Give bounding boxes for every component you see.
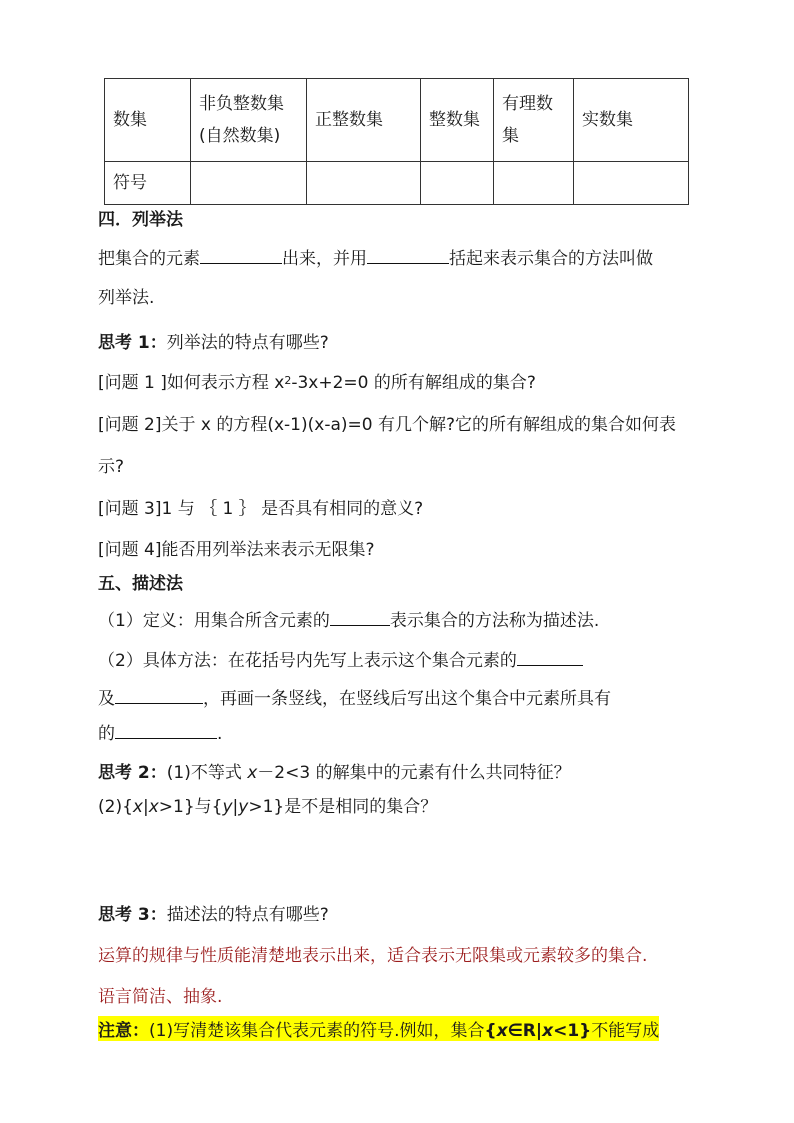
table-cell: 实数集 [574,79,689,162]
think2-line1 [98,758,571,783]
section5-title: 五、描述法 [98,574,183,594]
math-var: x [148,797,159,817]
text: 表示集合的方法称为描述法. [389,611,600,631]
text: 的 [98,724,115,744]
text: (1)写清楚该集合代表元素的符号.例如，集合 [149,1021,485,1041]
text: （1）定义：用集合所含元素的 [98,611,330,631]
fill-blank [367,245,449,264]
table-cell-empty [574,162,689,205]
table-row [105,162,689,205]
question-2-line1: [问题 2]关于 x 的方程(x-1)(x-a)=0 有几个解?它的所有解组成的集合如何表 [98,415,676,435]
section4-title: 四．列举法 [98,210,183,230]
table-cell: 数集 [105,79,191,162]
section5-method-line2 [98,684,611,709]
math-var: y [238,797,249,817]
fill-blank [330,607,390,626]
table-cell-empty [494,162,574,205]
text: 括起来表示集合的方法叫做 [449,249,653,269]
table-cell: 有理数集 [494,79,574,162]
section5-method [98,646,583,671]
fill-blank [115,685,203,704]
table-cell-empty [307,162,421,205]
text: -3x+2=0 的所有解组成的集合? [291,373,536,393]
text: (2){ [98,797,133,817]
math-text: ∈R| [507,1021,543,1041]
text: [问题 1 ]如何表示方程 x [98,373,285,393]
table-cell-empty [421,162,494,205]
math-text: { [484,1021,497,1041]
superscript: 2 [284,374,292,387]
text: 把集合的元素 [98,249,200,269]
think-text: 列举法的特点有哪些? [166,333,329,353]
think3 [98,900,329,925]
think-label: 思考 3： [98,905,167,925]
question-2-line2: 示? [98,457,125,477]
question-1 [98,368,536,393]
question-4: [问题 4]能否用列举法来表示无限集? [98,540,375,560]
table-cell-empty [191,162,307,205]
think2-line2 [98,792,437,817]
text: 及 [98,689,115,709]
note-highlight [98,1016,659,1041]
text: | [142,797,149,817]
section5-definition [98,606,599,631]
table-cell: 整数集 [421,79,494,162]
text: (1)不等式 [166,763,248,783]
think-label: 思考 2： [98,763,167,783]
question-3: [问题 3]1 与 ｛ 1 ｝ 是否具有相同的意义? [98,499,424,519]
text: >1}与{ [158,797,223,817]
text: ，再画一条竖线，在竖线后写出这个集合中元素所具有 [203,689,611,709]
section4-paragraph-end: 列举法. [98,288,155,308]
note-label: 注意： [98,1021,149,1041]
think-text: 描述法的特点有哪些? [166,905,329,925]
fill-blank [517,647,583,666]
number-sets-table [104,78,689,205]
fill-blank [115,720,217,739]
table-header-row [105,79,689,162]
text: 出来，并用 [282,249,367,269]
think-label: 思考 1： [98,333,167,353]
text: 不能写成 [591,1021,660,1041]
text: （2）具体方法：在花括号内先写上表示这个集合元素的 [98,651,517,671]
math-var: y [222,797,233,817]
think1 [98,328,329,353]
think3-answer-2: 语言简洁、抽象. [98,987,223,1007]
table-cell: 正整数集 [307,79,421,162]
math-var: x [496,1021,508,1041]
section4-paragraph [98,244,653,269]
text: . [217,724,223,744]
math-var: x [247,763,258,783]
math-var: x [542,1021,554,1041]
math-var: x [132,797,143,817]
section5-method-line3 [98,719,222,744]
math-text: <1} [553,1021,592,1041]
text: 是不是相同的集合？ [284,797,438,817]
table-cell: 非负整数集(自然数集) [191,79,307,162]
text: －2<3 的解集中的元素有什么共同特征？ [257,763,571,783]
text: >1} [248,797,285,817]
table-cell: 符号 [105,162,191,205]
text: | [232,797,239,817]
fill-blank [200,245,282,264]
think3-answer-1: 运算的规律与性质能清楚地表示出来，适合表示无限集或元素较多的集合. [98,946,648,966]
